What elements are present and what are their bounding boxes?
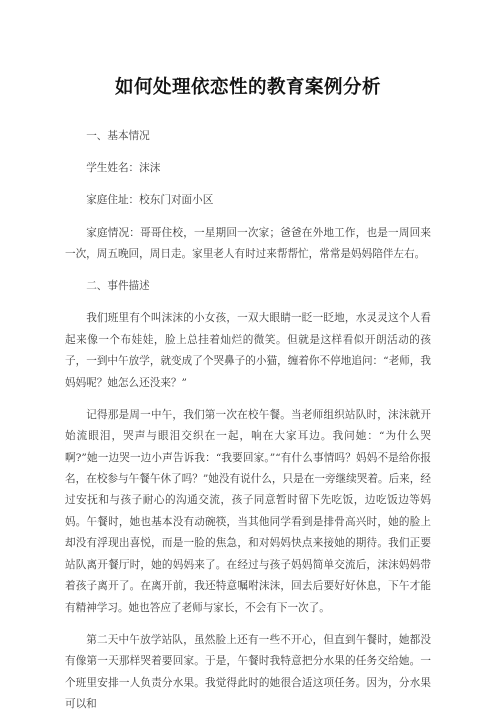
family-situation-paragraph: 家庭情况：哥哥住校，一星期回一次家；爸爸在外地工作，也是一周回来一次，周五晚回，周日走。家里老人有时过来帮帮忙，常常是妈妈陪伴左右。 [65,226,431,261]
body-paragraph: 我们班里有个叫沫沫的小女孩，一双大眼睛一眨一眨地，水灵灵这个人看起来像一个布娃娃，脸上总挂着灿烂的微笑。但就是这样看似开朗活动的孩子，一到中午放学，就变成了个哭鼻子的小猫，缠着你不停地追问：“老师，我妈妈呢？她怎么还没来？” [65,312,431,389]
body-paragraph: 第二天中午放学站队，虽然脸上还有一些不开心，但直到午餐时，她都没有像第一天那样哭着要回家。于是，午餐时我特意把分水果的任务交给她。一个班里安排一人负责分水果。我觉得此时的她很合适这项任务。因为，分水果可以和 [65,633,431,710]
home-address-line: 家庭住址：校东门对面小区 [86,194,214,207]
section-heading-basic-info: 一、基本情况 [86,130,150,142]
section-heading-event-description: 二、事件描述 [86,280,150,293]
document-title: 如何处理依恋性的教育案例分析 [114,77,381,98]
body-paragraph: 记得那是周一中午，我们第一次在校午餐。当老师组织站队时，沫沫就开始流眼泪，哭声与眼泪交织在一起，响在大家耳边。我问她：“为什么哭啊?”她一边哭一边小声告诉我：“我要回家。”“有什么事情吗？妈妈不是给你报名，在校参与午餐午休了吗？”她没有说什么，只是在一旁继续哭着。后来，经过安抚和与孩子耐心的沟通交流，孩子同意暂时留下先吃饭，边吃饭边等妈妈。午餐时，她也基本没有动碗筷，当其他同学看到是排骨高兴时，她的脸上却没有浮现出喜悦，而是一脸的焦急，和对妈妈快点来接她的期待。我们正要站队离开餐厅时，她的妈妈来了。在经过与孩子妈妈简单交流后，沫沫妈妈带着孩子离开了。在离开前，我还特意嘱咐沫沫，回去后要好好休息，下午才能有精神学习。她也答应了老师与家长，不会有下一次了。 [65,408,431,614]
document-body [65,126,431,726]
student-name-line: 学生姓名：沫沫 [86,162,161,175]
